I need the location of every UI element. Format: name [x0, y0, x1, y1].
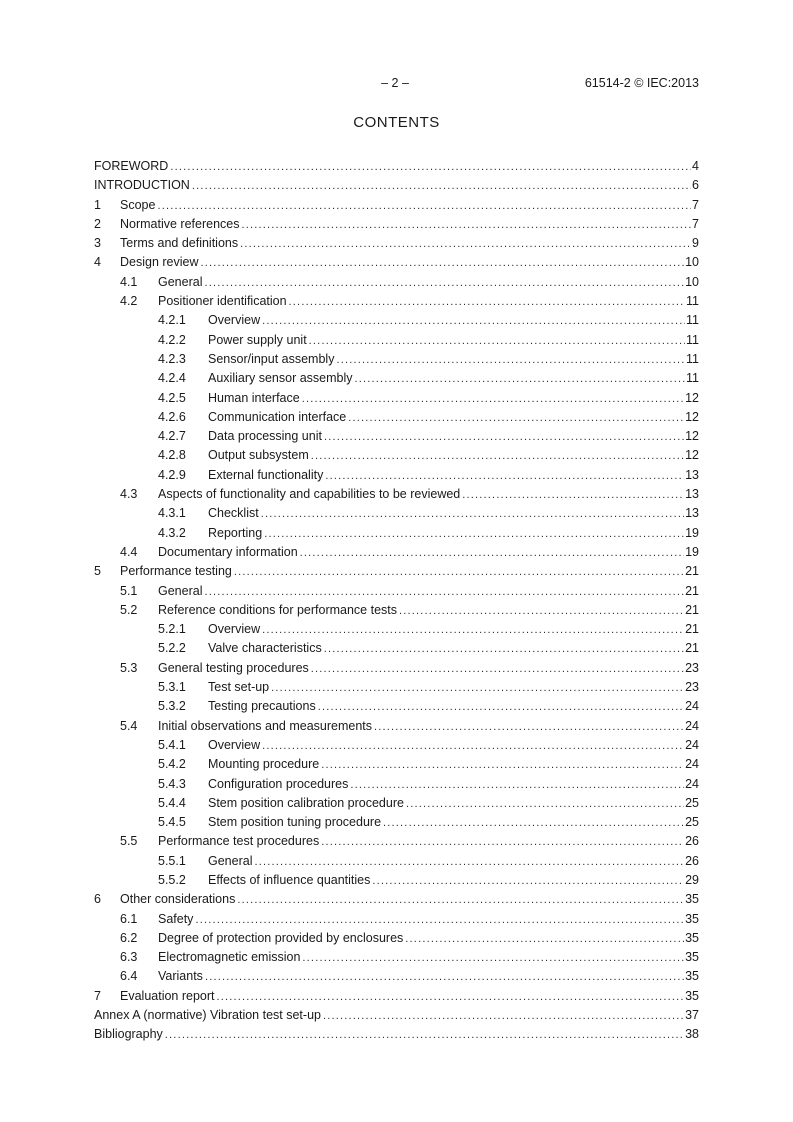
toc-entry-page: 26	[685, 834, 699, 849]
dot-leader	[374, 718, 684, 737]
toc-entry-page: 35	[685, 911, 699, 926]
toc-entry-page: 25	[685, 815, 699, 830]
dot-leader	[324, 428, 684, 447]
toc-entry-number: 5.5.2	[158, 872, 186, 887]
toc-entry-title: Evaluation report	[120, 988, 215, 1003]
toc-entry-page: 11	[686, 351, 699, 366]
toc-entry[interactable]	[94, 832, 699, 851]
toc-entry-page: 35	[685, 930, 699, 945]
dot-leader	[300, 544, 684, 563]
dot-leader	[302, 949, 684, 968]
toc-entry[interactable]	[94, 601, 699, 620]
toc-entry-number: 5.3.2	[158, 699, 186, 714]
toc-entry-title: Valve characteristics	[208, 641, 322, 656]
toc-entry[interactable]	[94, 350, 699, 369]
table-of-contents	[94, 157, 699, 1045]
dot-leader	[372, 872, 684, 891]
dot-leader	[261, 505, 684, 524]
toc-entry-number: 4.3.2	[158, 525, 186, 540]
dot-leader	[242, 216, 692, 235]
dot-leader	[336, 351, 685, 370]
toc-entry[interactable]	[94, 871, 699, 890]
toc-entry[interactable]	[94, 331, 699, 350]
toc-entry-number: 4.2.8	[158, 448, 186, 463]
toc-entry[interactable]	[94, 1025, 699, 1044]
dot-leader	[406, 795, 684, 814]
toc-entry-number: 5.3	[120, 660, 138, 675]
toc-entry[interactable]	[94, 736, 699, 755]
toc-entry-title: Scope	[120, 197, 156, 212]
dot-leader	[237, 891, 684, 910]
toc-entry[interactable]	[94, 369, 699, 388]
dot-leader	[405, 930, 684, 949]
toc-entry[interactable]	[94, 582, 699, 601]
toc-entry-page: 24	[685, 737, 699, 752]
toc-entry-page: 11	[686, 371, 699, 386]
toc-entry-page: 23	[685, 680, 699, 695]
dot-leader	[204, 274, 684, 293]
dot-leader	[262, 737, 684, 756]
toc-entry[interactable]	[94, 311, 699, 330]
toc-entry-title: Documentary information	[158, 544, 298, 559]
dot-leader	[325, 467, 684, 486]
toc-entry-page: 13	[685, 487, 699, 502]
toc-entry-number: 5.4.4	[158, 795, 186, 810]
toc-entry[interactable]	[94, 562, 699, 581]
toc-entry-number: 4.2.9	[158, 467, 186, 482]
toc-entry-page: 21	[685, 622, 699, 637]
dot-leader	[348, 409, 684, 428]
toc-entry[interactable]	[94, 543, 699, 562]
toc-entry-page: 35	[685, 950, 699, 965]
toc-entry-number: 5.4	[120, 718, 138, 733]
toc-entry-page: 21	[685, 583, 699, 598]
toc-entry[interactable]	[94, 967, 699, 986]
toc-entry-page: 11	[686, 332, 699, 347]
toc-entry-title: Sensor/input assembly	[208, 351, 335, 366]
toc-entry-title: Initial observations and measurements	[158, 718, 373, 733]
toc-entry-title: Other considerations	[120, 892, 236, 907]
dot-leader	[462, 486, 684, 505]
toc-entry-number: 5.5	[120, 834, 138, 849]
dot-leader	[262, 621, 684, 640]
toc-entry-number: 5.3.1	[158, 680, 186, 695]
dot-leader	[383, 814, 684, 833]
toc-entry-page: 12	[685, 429, 699, 444]
toc-entry-number: 2	[94, 216, 101, 231]
toc-entry[interactable]	[94, 813, 699, 832]
toc-entry-number: 4.2.3	[158, 351, 186, 366]
toc-entry-number: 5.2.1	[158, 622, 186, 637]
toc-entry-title: Mounting procedure	[208, 757, 320, 772]
toc-entry[interactable]	[94, 427, 699, 446]
toc-entry-number: 4.3.1	[158, 506, 186, 521]
toc-entry-page: 35	[685, 988, 699, 1003]
dot-leader	[254, 853, 684, 872]
toc-entry[interactable]	[94, 273, 699, 292]
toc-entry[interactable]	[94, 717, 699, 736]
toc-entry-title: Bibliography	[94, 1027, 163, 1042]
dot-leader	[192, 177, 691, 196]
toc-entry-number: 4.2	[120, 294, 138, 309]
toc-entry[interactable]	[94, 234, 699, 253]
toc-entry-page: 24	[685, 757, 699, 772]
toc-entry-title: Electromagnetic emission	[158, 950, 301, 965]
toc-entry-page: 21	[685, 641, 699, 656]
toc-entry-page: 37	[685, 1008, 699, 1023]
toc-entry[interactable]	[94, 639, 699, 658]
toc-entry-number: 5.5.1	[158, 853, 186, 868]
toc-entry[interactable]	[94, 852, 699, 871]
toc-entry-title: Output subsystem	[208, 448, 309, 463]
dot-leader	[321, 833, 684, 852]
toc-entry-title: Performance testing	[120, 564, 232, 579]
toc-entry-page: 24	[685, 718, 699, 733]
toc-entry-number: 4.2.2	[158, 332, 186, 347]
toc-entry-title: Testing precautions	[208, 699, 316, 714]
toc-entry-page: 10	[685, 255, 699, 270]
dot-leader	[170, 158, 691, 177]
toc-entry[interactable]	[94, 389, 699, 408]
toc-entry-page: 19	[685, 544, 699, 559]
dot-leader	[195, 911, 684, 930]
toc-entry-title: General	[158, 274, 203, 289]
toc-entry-page: 4	[692, 159, 699, 173]
dot-leader	[271, 679, 684, 698]
page-title: CONTENTS	[353, 114, 440, 131]
toc-entry-number: 4.2.1	[158, 313, 186, 328]
toc-entry-number: 4.2.6	[158, 409, 186, 424]
toc-entry-title: INTRODUCTION	[94, 178, 190, 193]
toc-entry-page: 12	[685, 409, 699, 424]
toc-entry-page: 11	[686, 313, 699, 328]
dot-leader	[321, 756, 684, 775]
toc-entry-number: 5	[94, 564, 101, 579]
toc-entry-number: 7	[94, 988, 101, 1003]
toc-entry-page: 24	[685, 699, 699, 714]
toc-entry-title: External functionality	[208, 467, 324, 482]
dot-leader	[350, 776, 684, 795]
toc-entry-title: Overview	[208, 737, 261, 752]
dot-leader	[399, 602, 684, 621]
toc-entry[interactable]	[94, 678, 699, 697]
toc-entry-title: Checklist	[208, 506, 259, 521]
toc-entry-number: 5.4.3	[158, 776, 186, 791]
toc-entry-number: 6.3	[120, 950, 138, 965]
toc-entry[interactable]	[94, 524, 699, 543]
toc-entry[interactable]	[94, 215, 699, 234]
toc-entry-title: Test set-up	[208, 680, 270, 695]
toc-entry-number: 5.1	[120, 583, 138, 598]
toc-entry-number: 6	[94, 892, 101, 907]
toc-entry-title: Communication interface	[208, 409, 347, 424]
toc-entry-number: 5.4.5	[158, 815, 186, 830]
toc-entry-page: 35	[685, 969, 699, 984]
toc-entry-title: General testing procedures	[158, 660, 309, 675]
dot-leader	[289, 293, 685, 312]
toc-entry-page: 21	[685, 564, 699, 579]
toc-entry-title: Overview	[208, 313, 261, 328]
toc-entry-title: Variants	[158, 969, 203, 984]
dot-leader	[323, 1007, 684, 1026]
dot-leader	[240, 235, 691, 254]
toc-entry[interactable]	[94, 775, 699, 794]
toc-entry-number: 4.2.5	[158, 390, 186, 405]
toc-entry-number: 5.4.2	[158, 757, 186, 772]
toc-entry-page: 35	[685, 892, 699, 907]
toc-entry-title: Terms and definitions	[120, 236, 239, 251]
dot-leader	[205, 968, 684, 987]
toc-entry-title: General	[208, 853, 253, 868]
toc-entry-page: 24	[685, 776, 699, 791]
toc-entry-title: Aspects of functionality and capabilities to be reviewed	[158, 487, 461, 502]
toc-entry-number: 4.1	[120, 274, 138, 289]
dot-leader	[234, 563, 684, 582]
toc-entry-title: Configuration procedures	[208, 776, 349, 791]
toc-entry-title: Safety	[158, 911, 194, 926]
dot-leader	[262, 312, 685, 331]
toc-entry[interactable]	[94, 253, 699, 272]
dot-leader	[324, 640, 684, 659]
toc-entry[interactable]	[94, 1006, 699, 1025]
toc-entry[interactable]	[94, 176, 699, 195]
toc-entry-number: 4.2.4	[158, 371, 186, 386]
toc-entry-title: Degree of protection provided by enclosures	[158, 930, 404, 945]
toc-entry-title: Annex A (normative) Vibration test set-up	[94, 1008, 321, 1023]
toc-entry[interactable]	[94, 948, 699, 967]
toc-entry[interactable]	[94, 794, 699, 813]
toc-entry-page: 7	[692, 216, 699, 231]
toc-entry-page: 38	[685, 1027, 699, 1042]
toc-entry-number: 6.2	[120, 930, 138, 945]
toc-entry-title: Stem position calibration procedure	[208, 795, 404, 810]
toc-entry[interactable]	[94, 910, 699, 929]
document-reference: 61514-2 © IEC:2013	[584, 76, 699, 90]
dot-leader	[204, 583, 684, 602]
toc-entry-page: 9	[692, 236, 699, 251]
toc-entry[interactable]	[94, 929, 699, 948]
toc-entry-page: 25	[685, 795, 699, 810]
toc-entry-title: Performance test procedures	[158, 834, 320, 849]
toc-entry-page: 10	[685, 274, 699, 289]
dot-leader	[309, 332, 685, 351]
toc-entry[interactable]	[94, 890, 699, 909]
toc-entry[interactable]	[94, 408, 699, 427]
toc-entry-title: FOREWORD	[94, 159, 169, 173]
toc-entry-number: 5.4.1	[158, 737, 186, 752]
toc-entry-number: 4.2.7	[158, 429, 186, 444]
toc-entry-title: Positioner identification	[158, 294, 287, 309]
toc-entry-number: 5.2.2	[158, 641, 186, 656]
toc-entry[interactable]	[94, 620, 699, 639]
toc-entry-number: 6.4	[120, 969, 138, 984]
toc-entry-title: Effects of influence quantities	[208, 872, 371, 887]
toc-entry-page: 29	[685, 872, 699, 887]
toc-entry[interactable]	[94, 755, 699, 774]
dot-leader	[217, 988, 685, 1007]
toc-entry-number: 1	[94, 197, 101, 212]
toc-entry-number: 4.4	[120, 544, 138, 559]
toc-entry-title: General	[158, 583, 203, 598]
toc-entry-title: Power supply unit	[208, 332, 307, 347]
toc-entry-page: 7	[692, 197, 699, 212]
toc-entry-title: Reporting	[208, 525, 263, 540]
toc-entry-page: 12	[685, 448, 699, 463]
toc-entry-number: 5.2	[120, 602, 138, 617]
toc-entry-title: Stem position tuning procedure	[208, 815, 382, 830]
toc-entry[interactable]	[94, 196, 699, 215]
toc-entry[interactable]	[94, 697, 699, 716]
dot-leader	[311, 447, 684, 466]
toc-entry[interactable]	[94, 485, 699, 504]
toc-entry-title: Design review	[120, 255, 199, 270]
dot-leader	[264, 525, 684, 544]
toc-entry-number: 6.1	[120, 911, 138, 926]
toc-entry[interactable]	[94, 987, 699, 1006]
page-number: – 2 –	[381, 76, 409, 90]
toc-entry-page: 13	[685, 467, 699, 482]
toc-entry-title: Human interface	[208, 390, 300, 405]
toc-entry-title: Data processing unit	[208, 429, 322, 444]
toc-entry-page: 11	[686, 294, 699, 309]
toc-entry-number: 3	[94, 236, 101, 251]
dot-leader	[302, 390, 684, 409]
dot-leader	[201, 254, 685, 273]
toc-entry-number: 4.3	[120, 487, 138, 502]
toc-entry-page: 21	[685, 602, 699, 617]
toc-entry-title: Overview	[208, 622, 261, 637]
toc-entry-title: Auxiliary sensor assembly	[208, 371, 353, 386]
toc-entry-title: Normative references	[120, 216, 240, 231]
dot-leader	[318, 698, 684, 717]
toc-entry-page: 12	[685, 390, 699, 405]
toc-entry-page: 19	[685, 525, 699, 540]
toc-entry[interactable]	[94, 659, 699, 678]
toc-entry[interactable]	[94, 446, 699, 465]
dot-leader	[311, 660, 684, 679]
toc-entry-page: 13	[685, 506, 699, 521]
toc-entry[interactable]	[94, 504, 699, 523]
toc-entry-number: 4	[94, 255, 101, 270]
toc-entry-page: 26	[685, 853, 699, 868]
toc-entry[interactable]	[94, 292, 699, 311]
toc-entry-title: Reference conditions for performance tests	[158, 602, 398, 617]
dot-leader	[157, 197, 691, 216]
toc-entry-page: 23	[685, 660, 699, 675]
toc-entry[interactable]	[94, 157, 699, 176]
dot-leader	[165, 1026, 684, 1045]
toc-entry[interactable]	[94, 466, 699, 485]
toc-entry-page: 6	[692, 178, 699, 193]
dot-leader	[355, 370, 686, 389]
